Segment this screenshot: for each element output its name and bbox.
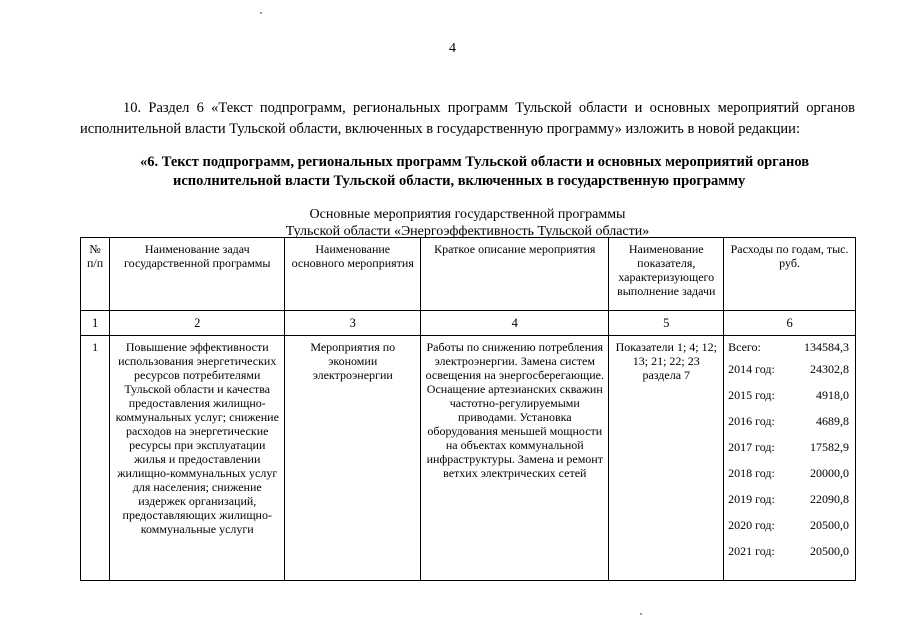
expense-line bbox=[728, 518, 851, 544]
expense-label: 2018 год: bbox=[728, 466, 775, 480]
row-expenses bbox=[724, 336, 856, 581]
table-caption-line2: Тульской области «Энергоэффективность Тульской области» bbox=[285, 224, 650, 239]
section-heading-line2: исполнительной власти Тульской области, включенных в государственную программу bbox=[173, 173, 746, 189]
row-indicator: Показатели 1; 4; 12; 13; 21; 22; 23 раздела 7 bbox=[609, 336, 724, 581]
expense-value: 22090,8 bbox=[810, 492, 849, 506]
row-number: 1 bbox=[81, 336, 110, 581]
header-cell-task: Наименование задач государственной программы bbox=[110, 238, 285, 311]
expense-value: 134584,3 bbox=[804, 340, 849, 354]
expense-line bbox=[728, 466, 851, 492]
expense-value: 20000,0 bbox=[810, 466, 849, 480]
row-description: Работы по снижению потребления электроэнергии. Замена систем освещения на энергосберегающие. Оснащение артезианских скважин частотно-регулируемыми приводами. Установка оборудования меньшей мощности на объектах коммунальной инфраструктуры. Замена и ремонт ветхих электрических сетей bbox=[421, 336, 609, 581]
expense-label: Всего: bbox=[728, 340, 761, 354]
header-cell-measure: Наименование основного мероприятия bbox=[285, 238, 421, 311]
scan-speck bbox=[640, 613, 642, 615]
section-heading-line1: «6. Текст подпрограмм, региональных программ Тульской области и основных мероприятий органов bbox=[140, 154, 810, 170]
expense-value: 24302,8 bbox=[810, 362, 849, 376]
header-cell-indicator: Наименование показателя, характеризующего выполнение задачи bbox=[609, 238, 724, 311]
header-cell-expenses: Расходы по годам, тыс. руб. bbox=[724, 238, 856, 311]
expense-value: 4918,0 bbox=[816, 388, 849, 402]
table-caption bbox=[80, 206, 855, 240]
expense-line bbox=[728, 544, 851, 570]
column-number: 5 bbox=[609, 311, 724, 336]
expense-value: 4689,8 bbox=[816, 414, 849, 428]
column-number: 6 bbox=[724, 311, 856, 336]
expense-line bbox=[728, 440, 851, 466]
measures-table bbox=[80, 237, 856, 581]
column-number: 1 bbox=[81, 311, 110, 336]
header-cell-num: № п/п bbox=[81, 238, 110, 311]
header-cell-description: Краткое описание мероприятия bbox=[421, 238, 609, 311]
column-number: 2 bbox=[110, 311, 285, 336]
section-heading bbox=[140, 153, 860, 191]
column-number-row bbox=[81, 311, 856, 336]
expense-label: 2020 год: bbox=[728, 518, 775, 532]
expense-line bbox=[728, 414, 851, 440]
scan-speck bbox=[260, 12, 262, 14]
row-task: Повышение эффективности использования энергетических ресурсов потребителями Тульской области и качества предоставления жилищно-коммунальных услуг; снижение расходов на энергетические ресурсы при эксплуатации жилья и предоставлении жилищно-коммунальных услуг для населения; снижение издержек организаций, предоставляющих жилищно-коммунальные услуги bbox=[110, 336, 285, 581]
row-measure: Мероприятия по экономии электроэнергии bbox=[285, 336, 421, 581]
expense-value: 17582,9 bbox=[810, 440, 849, 454]
expense-label: 2014 год: bbox=[728, 362, 775, 376]
expense-line bbox=[728, 388, 851, 414]
intro-paragraph: 10. Раздел 6 «Текст подпрограмм, региональных программ Тульской области и основных мероприятий органов исполнительной власти Тульской области, включенных в государственную программу» изложить в новой редакции: bbox=[80, 100, 855, 137]
page-number: 4 bbox=[449, 41, 456, 56]
expense-label: 2015 год: bbox=[728, 388, 775, 402]
expense-line bbox=[728, 492, 851, 518]
column-number: 3 bbox=[285, 311, 421, 336]
expense-label: 2019 год: bbox=[728, 492, 775, 506]
expense-label: 2017 год: bbox=[728, 440, 775, 454]
expense-label: 2021 год: bbox=[728, 544, 775, 558]
table-row bbox=[81, 336, 856, 581]
expense-value: 20500,0 bbox=[810, 544, 849, 558]
expense-value: 20500,0 bbox=[810, 518, 849, 532]
column-number: 4 bbox=[421, 311, 609, 336]
expense-line bbox=[728, 340, 851, 362]
expense-line bbox=[728, 362, 851, 388]
table-caption-line1: Основные мероприятия государственной программы bbox=[309, 207, 626, 222]
table-header-row bbox=[81, 238, 856, 311]
expense-label: 2016 год: bbox=[728, 414, 775, 428]
